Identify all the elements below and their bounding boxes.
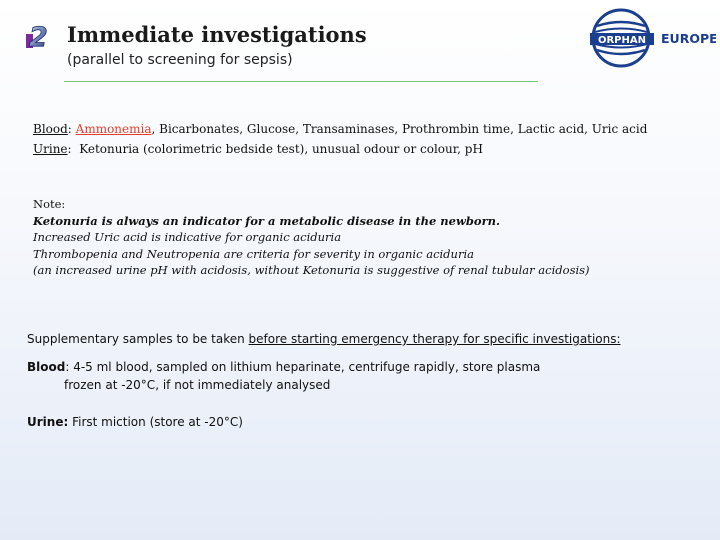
ammonemia-highlight: Ammonemia xyxy=(75,122,152,136)
blood-tests: , Bicarbonates, Glucose, Transaminases, Prothrombin time, Lactic acid, Uric acid xyxy=(151,122,648,136)
supplementary-blood xyxy=(27,358,540,376)
note-block xyxy=(33,196,590,279)
supplementary-urine-text: First miction (store at -20°C) xyxy=(68,415,243,429)
supplementary-intro xyxy=(27,330,621,348)
title-divider xyxy=(64,81,538,82)
note-heading: Note: xyxy=(33,197,66,211)
slide-number-icon xyxy=(26,20,52,52)
logo-word-europe: EUROPE xyxy=(661,31,716,46)
page-subtitle: (parallel to screening for sepsis) xyxy=(67,52,293,68)
page-title: Immediate investigations xyxy=(67,22,367,47)
supplementary-blood-cont: frozen at -20°C, if not immediately analysed xyxy=(64,378,331,392)
slide-number-text: 2 xyxy=(29,22,48,52)
supplementary-urine-label: Urine: xyxy=(27,415,69,429)
note-line: Ketonuria is always an indicator for a metabolic disease in the newborn. xyxy=(33,213,501,228)
logo-word-orphan: ORPHAN xyxy=(597,35,647,46)
blood-label: Blood xyxy=(33,122,68,136)
note-line: Thrombopenia and Neutropenia are criteria for severity in organic aciduria xyxy=(33,246,474,261)
supplementary-urine xyxy=(27,413,243,431)
urine-investigations: Urine: Ketonuria (colorimetric bedside test), unusual odour or colour, pH xyxy=(33,142,483,156)
supplementary-intro-text: Supplementary samples to be taken xyxy=(27,332,249,346)
supplementary-blood-label: Blood xyxy=(27,360,66,374)
supplementary-intro-underlined: before starting emergency therapy for specific investigations: xyxy=(248,332,621,346)
urine-tests: Ketonuria (colorimetric bedside test), unusual odour or colour, pH xyxy=(71,142,483,156)
orphan-europe-logo xyxy=(588,8,716,68)
supplementary-blood-text: : 4-5 ml blood, sampled on lithium heparinate, centrifuge rapidly, store plasma xyxy=(65,360,541,374)
note-line: Increased Uric acid is indicative for organic aciduria xyxy=(33,230,342,244)
blood-investigations: Blood: Ammonemia, Bicarbonates, Glucose, Transaminases, Prothrombin time, Lactic acid, Uric acid xyxy=(33,122,648,136)
note-line: (an increased urine pH with acidosis, without Ketonuria is suggestive of renal tubular acidosis) xyxy=(33,263,590,277)
urine-label: Urine xyxy=(33,142,68,156)
